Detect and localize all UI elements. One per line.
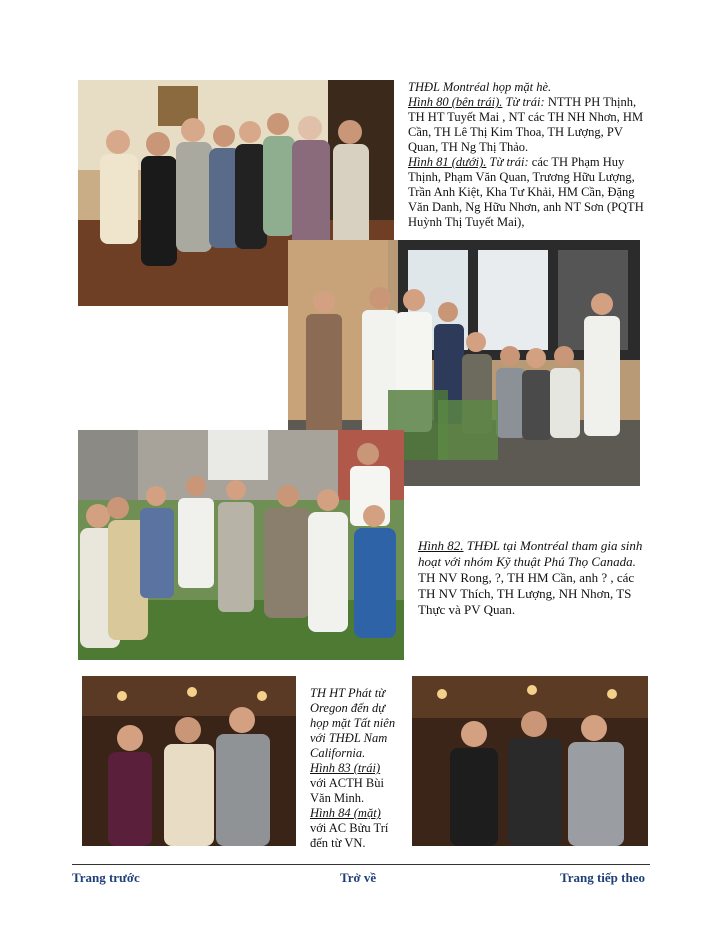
- fig80-text: NTTH PH Thịnh, TH HT Tuyết Mai , NT các TH NH Nhơn, HM Cần, TH Lê Thị Kim Thoa, TH Lượng, PV Quan, TH Ng Thị Thảo.: [408, 95, 644, 154]
- bottom-intro: TH HT Phát từ Oregon đến dự họp mặt Tất niên với THĐL Nam California.: [310, 686, 396, 760]
- back-link[interactable]: Trở về: [340, 870, 377, 885]
- caption-bottom: [310, 686, 406, 851]
- photo-fig84: [412, 676, 648, 846]
- fig81-lead: Từ trái:: [489, 155, 529, 169]
- fig80-label: Hình 80 (bên trái).: [408, 95, 503, 109]
- caption-mid: [418, 538, 646, 618]
- photo-fig82: [78, 430, 404, 660]
- fig83-label: Hình 83 (trái): [310, 761, 381, 775]
- caption-top: [408, 80, 648, 230]
- fig83-text: với ACTH Bùi Văn Minh.: [310, 776, 384, 805]
- fig82-italic: THĐL tại Montréal tham gia sinh hoạt với nhóm Kỹ thuật Phú Thọ Canada.: [418, 538, 643, 569]
- fig84-text: với AC Bửu Trí đến từ VN.: [310, 821, 389, 850]
- fig82-label: Hình 82.: [418, 538, 464, 553]
- caption-heading: THĐL Montréal họp mặt hè.: [408, 80, 552, 94]
- fig81-label: Hình 81 (dưới).: [408, 155, 487, 169]
- fig81-text: các TH Phạm Huy Thịnh, Phạm Văn Quan, Trương Hữu Lượng, Trần Anh Kiệt, Kha Tư Khải, HM Cần, Đặng Văn Danh, Ng Hữu Nhơn, anh NT Sơn (PQTH Huỳnh Thị Tuyết Mai),: [408, 155, 644, 229]
- fig80-lead: Từ trái:: [505, 95, 545, 109]
- footer-rule: [72, 864, 650, 865]
- next-page-link[interactable]: Trang tiếp theo: [560, 870, 645, 885]
- fig82-text: TH NV Rong, ?, TH HM Cần, anh ? , các TH NV Thích, TH Lượng, NH Nhơn, TS Thực và PV Quan.: [418, 570, 635, 617]
- prev-page-link[interactable]: Trang trước: [72, 870, 140, 885]
- fig84-label: Hình 84 (mặt): [310, 806, 381, 820]
- photo-fig83: [82, 676, 296, 846]
